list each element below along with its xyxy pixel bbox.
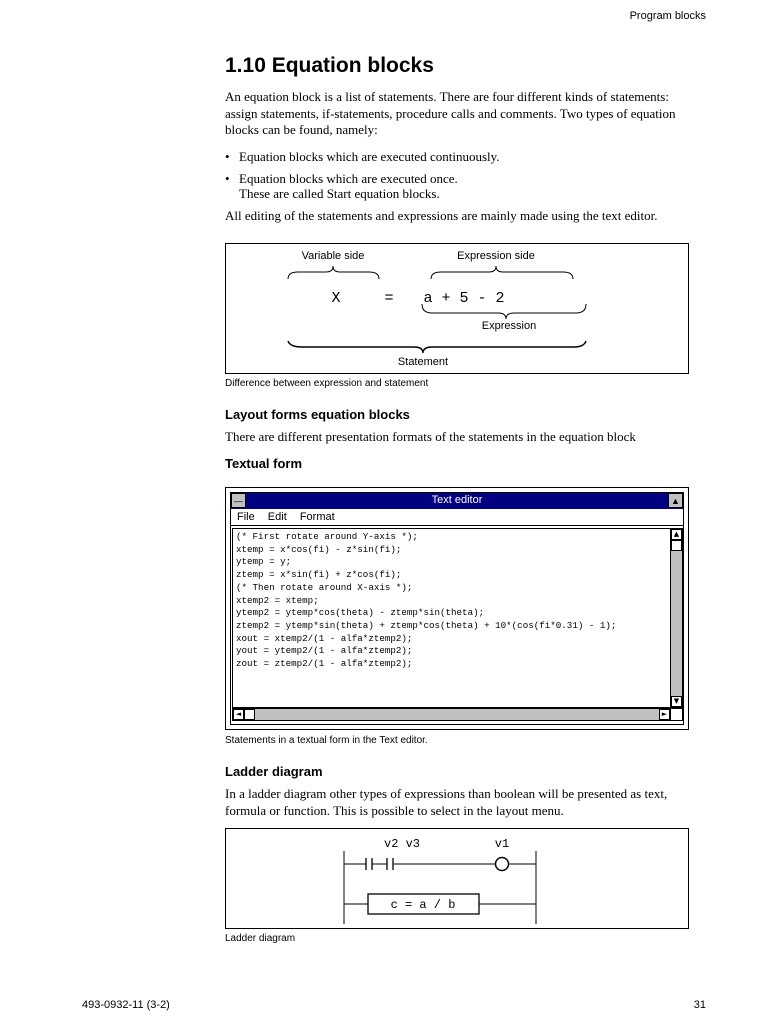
code-line: yout = ytemp2/(1 - alfa*ztemp2);: [236, 645, 413, 657]
page-number: 31: [693, 999, 706, 1011]
bullet-dot: •: [225, 149, 230, 164]
bullet-item-continuous: [225, 149, 687, 164]
window-title: Text editor: [431, 494, 483, 506]
variable-side-brace: [288, 266, 379, 279]
vertical-scrollbar[interactable]: [670, 528, 683, 708]
section-title: 1.10 Equation blocks: [225, 54, 434, 77]
layout-forms-paragraph: There are different presentation formats of the statements in the equation block: [225, 429, 636, 444]
statement-figure: [225, 243, 689, 374]
code-line: ytemp = y;: [236, 556, 292, 568]
running-header: Program blocks: [629, 10, 706, 22]
code-text-area[interactable]: [232, 528, 671, 708]
expression-label: Expression: [481, 320, 537, 332]
code-line: xtemp = x*cos(fi) - z*sin(fi);: [236, 543, 402, 555]
code-line: xtemp2 = xtemp;: [236, 594, 319, 606]
bullet-dot: •: [225, 171, 230, 186]
menu-edit[interactable]: Edit: [267, 511, 287, 523]
ladder-diagram: [226, 829, 688, 928]
menu-bar: [231, 509, 683, 526]
scroll-left-icon[interactable]: ◄: [233, 709, 244, 720]
title-bar[interactable]: [231, 493, 683, 509]
editor-caption: Statements in a textual form in the Text editor.: [225, 735, 428, 746]
horizontal-scrollbar[interactable]: [232, 708, 671, 721]
bullet-text: Equation blocks which are executed once.: [239, 171, 458, 186]
statement-diagram: [226, 244, 688, 373]
ladder-paragraph: In a ladder diagram other types of expressions than boolean will be presented as text, formula or function. This is possible to select in the layout menu.: [225, 786, 668, 818]
code-line: ztemp2 = ytemp*sin(theta) + ztemp*cos(theta) + 10*(cos(fi*0.31) - 1);: [236, 619, 617, 631]
expression-side-brace: [431, 266, 573, 279]
subheading-ladder-diagram: Ladder diagram: [225, 764, 323, 779]
menu-format[interactable]: Format: [299, 511, 335, 523]
menu-file[interactable]: File: [237, 511, 255, 523]
subheading-layout-forms: Layout forms equation blocks: [225, 407, 410, 422]
coil-v1: [496, 858, 509, 871]
system-menu-icon[interactable]: —: [231, 493, 246, 508]
document-number: 493-0932-11 (3-2): [82, 999, 170, 1011]
bullet-text-continued: These are called Start equation blocks.: [239, 186, 440, 201]
code-line: zout = ztemp2/(1 - alfa*ztemp2);: [236, 658, 413, 670]
statement-label: Statement: [397, 356, 449, 368]
coil-label: v1: [494, 837, 510, 851]
function-box-text: c = a / b: [390, 898, 456, 912]
scroll-down-icon[interactable]: ▼: [671, 696, 682, 707]
ladder-figure: [225, 828, 689, 929]
code-line: ztemp = x*sin(fi) + z*cos(fi);: [236, 569, 402, 581]
ladder-caption: Ladder diagram: [225, 933, 296, 944]
contact-labels: v2 v3: [384, 837, 421, 851]
code-content: [233, 529, 670, 673]
editing-note: All editing of the statements and expressions are mainly made using the text editor.: [225, 208, 658, 223]
scroll-up-icon[interactable]: ▲: [671, 529, 682, 540]
expression-text: a + 5 - 2: [423, 290, 505, 307]
code-line: ytemp2 = ytemp*cos(theta) - ztemp*sin(theta);: [236, 607, 485, 619]
variable-side-label: Variable side: [301, 250, 365, 262]
figure-caption: Difference between expression and statement: [225, 378, 429, 389]
code-line: xout = xtemp2/(1 - alfa*ztemp2);: [236, 632, 413, 644]
bullet-text: Equation blocks which are executed continuously.: [239, 149, 500, 164]
text-editor-window: [230, 492, 684, 725]
vertical-scroll-thumb[interactable]: [671, 540, 682, 551]
subheading-textual-form: Textual form: [225, 456, 303, 471]
bullet-item-start: [225, 171, 687, 201]
intro-paragraph: An equation block is a list of statements. There are four different kinds of statements: assign statements, if-statements, procedure calls and comments. Two types of equation blocks can be found, namely:: [225, 89, 676, 137]
equals-sign: =: [384, 290, 394, 307]
statement-brace: [288, 341, 586, 353]
code-line: (* Then rotate around X-axis *);: [236, 581, 413, 593]
code-line: (* First rotate around Y-axis *);: [236, 531, 418, 542]
expression-side-label: Expression side: [457, 250, 535, 262]
variable-x: X: [331, 290, 341, 307]
scrollbar-corner: [670, 708, 683, 721]
horizontal-scroll-thumb[interactable]: [244, 709, 255, 720]
scroll-right-icon[interactable]: ►: [659, 709, 670, 720]
text-editor-figure: [225, 487, 689, 730]
maximize-icon[interactable]: ▲: [668, 493, 683, 508]
